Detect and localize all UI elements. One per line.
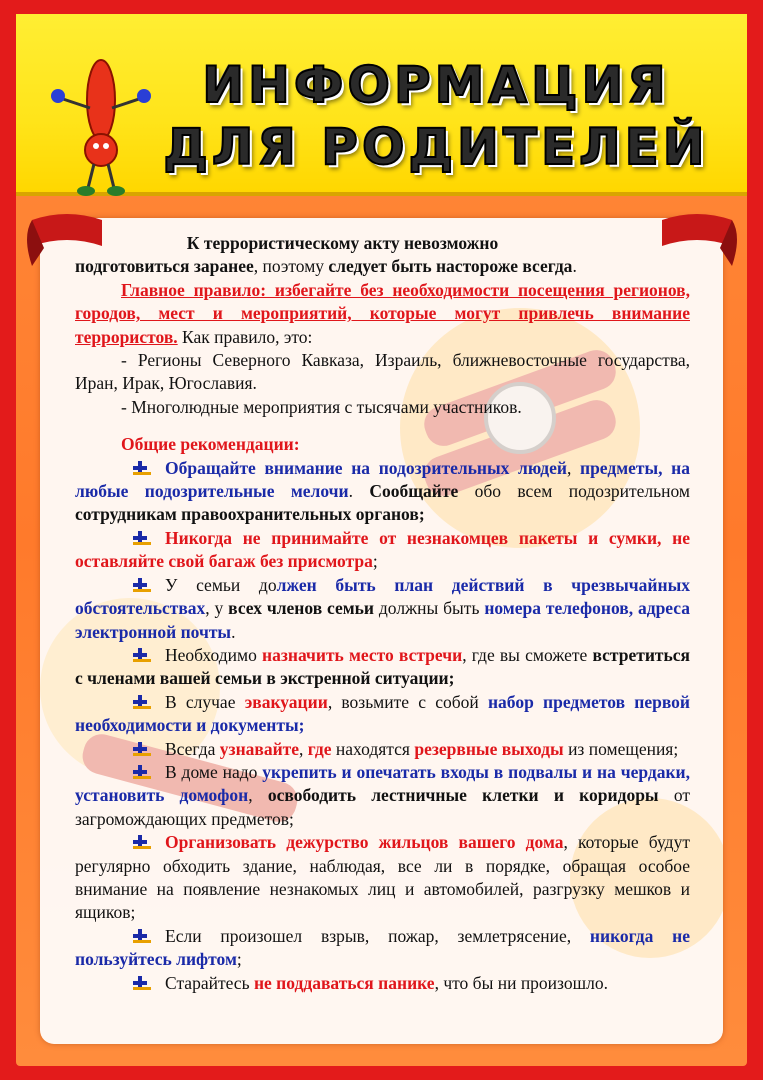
bullet-arrow-icon	[133, 835, 151, 849]
recommendation-9: Если произошел взрыв, пожар, землетрясение, никогда не пользуйтесь лифтом;	[75, 925, 691, 970]
header-banner	[16, 14, 747, 196]
document-text	[75, 232, 690, 995]
intro-text-2a: подготовиться заранее	[75, 256, 254, 277]
bullet-arrow-icon	[133, 976, 151, 990]
recommendation-1: Обращайте внимание на подозрительных людей, предметы, на любые подозрительные мелочи. Сообщайте обо всем подозрительном сотрудникам правоохранительных органов;	[75, 457, 691, 525]
bullet-arrow-icon	[133, 742, 151, 756]
regions-line: - Регионы Северного Кавказа, Израиль, ближневосточные государства, Иран, Ирак, Югославия.	[75, 350, 690, 394]
recommendation-3: У семьи должен быть план действий в чрезвычайных обстоятельствах, у всех членов семьи должны быть номера телефонов, адреса электронной почты.	[75, 574, 691, 642]
main-rule-after: Как правило, это:	[177, 326, 313, 347]
intro-line-1	[75, 232, 690, 255]
general-heading: Общие рекомендации:	[121, 434, 300, 455]
bullet-arrow-icon	[133, 648, 151, 662]
bullet-arrow-icon	[133, 695, 151, 709]
bullet-arrow-icon	[133, 461, 151, 475]
intro-text-2c: следует быть настороже всегда	[328, 256, 573, 277]
bullet-arrow-icon	[133, 929, 151, 943]
main-rule-text: Главное правило: избегайте без необходимости посещения регионов, городов, мест и мероприятий, которые могут привлечь внимание террористов.	[75, 279, 690, 347]
recommendation-10: Старайтесь не поддаваться панике, что бы ни произошло.	[75, 972, 690, 995]
bullet-arrow-icon	[133, 578, 151, 592]
bullet-arrow-icon	[133, 531, 151, 545]
events-line: - Многолюдные мероприятия с тысячами участников.	[121, 396, 522, 417]
recommendation-7: В доме надо укрепить и опечатать входы в подвалы и на чердаки, установить домофон, освободить лестничные клетки и коридоры от загромождающих предметов;	[75, 761, 690, 829]
recommendation-5: В случае эвакуации, возьмите с собой набор предметов первой необходимости и документы;	[75, 691, 690, 736]
recommendation-2: Никогда не принимайте от незнакомцев пакеты и сумки, не оставляйте свой багаж без присмотра;	[75, 527, 690, 572]
recommendation-8: Организовать дежурство жильцов вашего дома, которые будут регулярно обходить здание, наблюдая, все ли в порядке, обращая особое внимание на появление незнакомых лиц и автомобилей, разгрузку мешков и ящиков;	[75, 832, 690, 923]
intro-text-2b: , поэтому	[253, 256, 329, 277]
intro-text-2d: .	[572, 256, 577, 277]
title-line-2: ДЛЯ РОДИТЕЛЕЙ	[163, 118, 709, 176]
main-rule	[75, 279, 690, 349]
recommendation-4: Необходимо назначить место встречи, где вы сможете встретиться с членами вашей семьи в экстренной ситуации;	[75, 644, 690, 689]
title-line-1: ИНФОРМАЦИЯ	[202, 56, 670, 114]
intro-text-1: К террористическому акту невозможно	[186, 233, 499, 253]
bullet-arrow-icon	[133, 765, 151, 779]
intro-line-2	[75, 255, 690, 278]
recommendation-6: Всегда узнавайте, где находятся резервные выходы из помещения;	[75, 738, 690, 761]
